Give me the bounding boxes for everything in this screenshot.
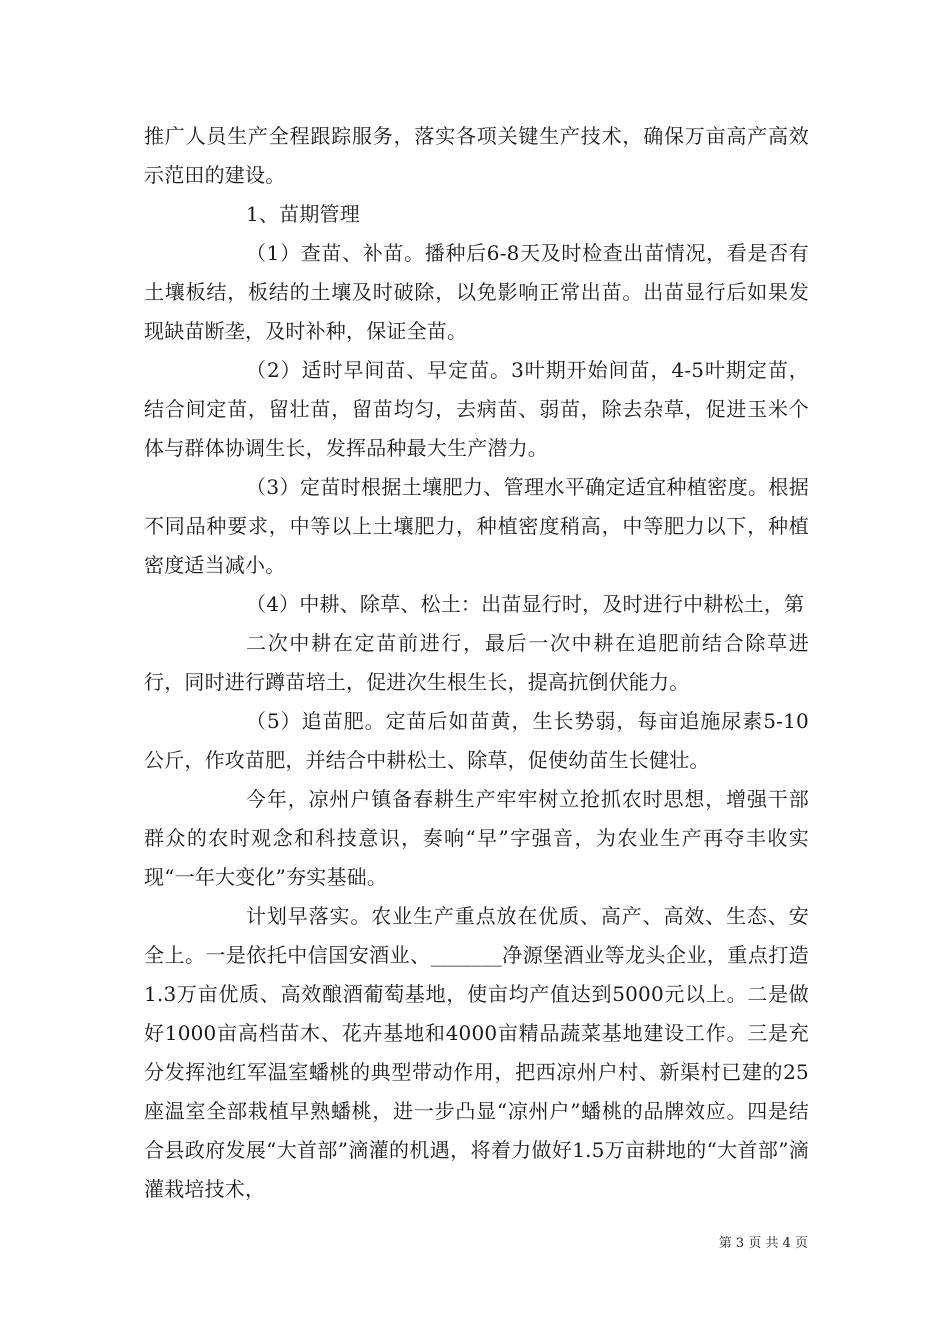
paragraph-early-planning: 计划早落实。农业生产重点放在优质、高产、高效、生态、安全上。一是依托中信国安酒业、_______净源堡酒业等龙头企业，重点打造1.3万亩优质、高效酿酒葡萄基地，使亩均产值达到5000元以上。二是做好1000亩高档苗木、花卉基地和4000亩精品蔬菜基地建设工作。三是充分发挥池红军温室蟠桃的典型带动作用，把西凉州户村、新渠村已建的25座温室全部栽植早熟蟠桃，进一步凸显“凉州户”蟠桃的品牌效应。四是结合县政府发展“大首部”滴灌的机遇，将着力做好1.5万亩耕地的“大首部”滴灌栽培技术，	[144, 904, 809, 1201]
paragraph-item-4-continued: 二次中耕在定苗前进行，最后一次中耕在追肥前结合除草进行，同时进行蹲苗培土，促进次生根生长，提高抗倒伏能力。	[144, 631, 809, 694]
page-number-footer: 第 3 页 共 4 页	[718, 1236, 808, 1251]
paragraph-continuation: 推广人员生产全程跟踪服务，落实各项关键生产技术，确保万亩高产高效示范田的建设。	[144, 124, 809, 187]
paragraph-item-1: （1）查苗、补苗。播种后6-8天及时检查出苗情况，看是否有土壤板结，板结的土壤及时破除，以免影响正常出苗。出苗显行后如果发现缺苗断垄，及时补种，保证全苗。	[144, 241, 809, 343]
paragraph-item-4: （4）中耕、除草、松土：出苗显行时，及时进行中耕松土，第	[246, 592, 805, 616]
paragraph-item-5: （5）追苗肥。定苗后如苗黄，生长势弱，每亩追施尿素5-10公斤，作攻苗肥，并结合中耕松土、除草，促使幼苗生长健壮。	[144, 709, 809, 772]
paragraph-item-2: （2）适时早间苗、早定苗。3叶期开始间苗，4-5叶期定苗，结合间定苗，留壮苗，留苗均匀，去病苗、弱苗，除去杂草，促进玉米个体与群体协调生长，发挥品种最大生产潜力。	[144, 358, 809, 460]
document-body	[144, 117, 809, 1209]
paragraph-spring-farming: 今年，凉州户镇备春耕生产牢牢树立抢抓农时思想，增强干部群众的农时观念和科技意识，奏响“早”字强音，为农业生产再夺丰收实现“一年大变化”夯实基础。	[144, 787, 809, 889]
section-heading-seedling-management: 1、苗期管理	[246, 202, 360, 226]
paragraph-item-3: （3）定苗时根据土壤肥力、管理水平确定适宜种植密度。根据不同品种要求，中等以上土壤肥力，种植密度稍高，中等肥力以下，种植密度适当减小。	[144, 475, 809, 577]
